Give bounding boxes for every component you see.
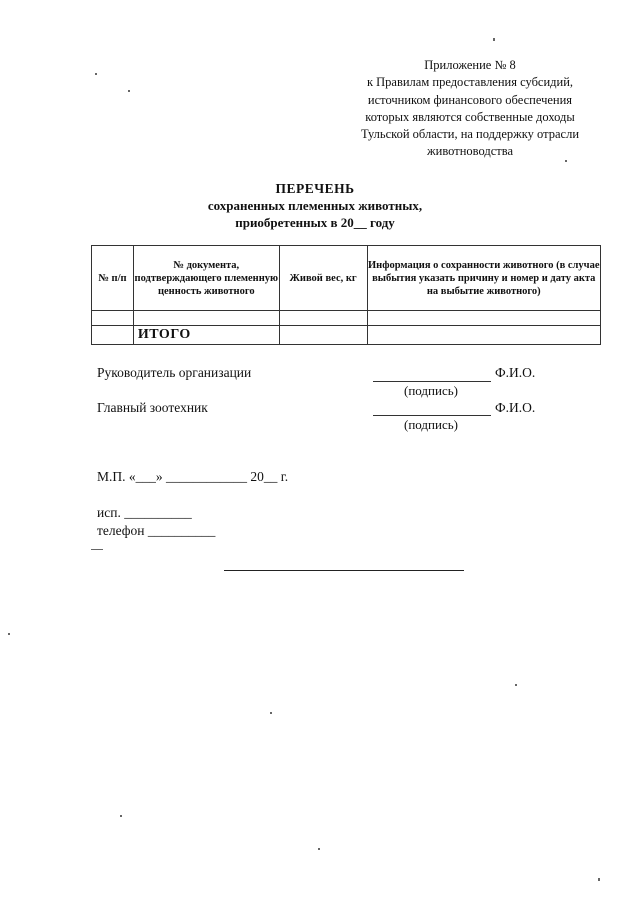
stamp-date-line: М.П. «___» ____________ 20__ г. — [97, 469, 289, 484]
table-row — [92, 311, 601, 326]
zoo-label: Главный зоотехник — [97, 400, 208, 415]
phone-line: телефон __________ — [97, 523, 216, 538]
executor-line: исп. __________ — [97, 505, 192, 520]
end-divider — [224, 570, 464, 571]
scan-speck — [95, 73, 97, 75]
scan-speck — [120, 815, 122, 817]
head-fio: Ф.И.О. — [495, 365, 536, 380]
table-cell[interactable] — [92, 311, 134, 326]
scan-speck — [91, 549, 103, 550]
header-weight: Живой вес, кг — [279, 246, 367, 311]
zoo-signature-caption: (подпись) — [404, 417, 458, 432]
scan-speck — [270, 712, 272, 714]
header-info: Информация о сохранности животного (в случае выбытия указать причину и номер и дату акта на выбытие животного) — [367, 246, 600, 311]
appendix-header — [340, 57, 600, 161]
appendix-number: Приложение № 8 — [424, 58, 516, 72]
appendix-line-3: источником финансового обеспечения — [367, 92, 573, 107]
document-title — [160, 180, 470, 231]
scan-speck — [598, 878, 600, 881]
table-cell[interactable] — [367, 311, 600, 326]
appendix-line-2: к Правилам предоставления субсидий, — [366, 75, 574, 90]
total-label: ИТОГО — [137, 327, 191, 342]
header-document: № документа, подтверждающего племенную ценность животного — [133, 246, 279, 311]
appendix-line-4: которых являются собственные доходы — [365, 109, 575, 124]
zoo-signature-line[interactable] — [373, 415, 491, 416]
scan-speck — [515, 684, 517, 686]
animals-table — [91, 245, 601, 345]
scan-speck — [128, 90, 130, 92]
scan-speck — [318, 848, 320, 850]
table-cell[interactable] — [92, 326, 134, 345]
title-line-1: ПЕРЕЧЕНЬ — [275, 181, 355, 196]
table-cell[interactable] — [133, 311, 279, 326]
table-cell[interactable] — [279, 326, 367, 345]
head-signature-caption: (подпись) — [404, 383, 458, 398]
header-number: № п/п — [92, 246, 134, 311]
total-label-cell — [133, 326, 279, 345]
appendix-line-5: Тульской области, на поддержку отрасли — [360, 127, 580, 142]
scan-speck — [565, 160, 567, 162]
scan-speck — [493, 38, 495, 41]
zoo-fio: Ф.И.О. — [495, 400, 536, 415]
table-header-row — [92, 246, 601, 311]
title-line-3: приобретенных в 20__ году — [235, 215, 395, 230]
table-cell[interactable] — [367, 326, 600, 345]
appendix-line-6: животноводства — [427, 144, 513, 159]
title-line-2: сохраненных племенных животных, — [207, 198, 423, 213]
head-label: Руководитель организации — [97, 365, 252, 380]
total-row — [92, 326, 601, 345]
scan-speck — [8, 633, 10, 635]
head-signature-line[interactable] — [373, 381, 491, 382]
table-cell[interactable] — [279, 311, 367, 326]
